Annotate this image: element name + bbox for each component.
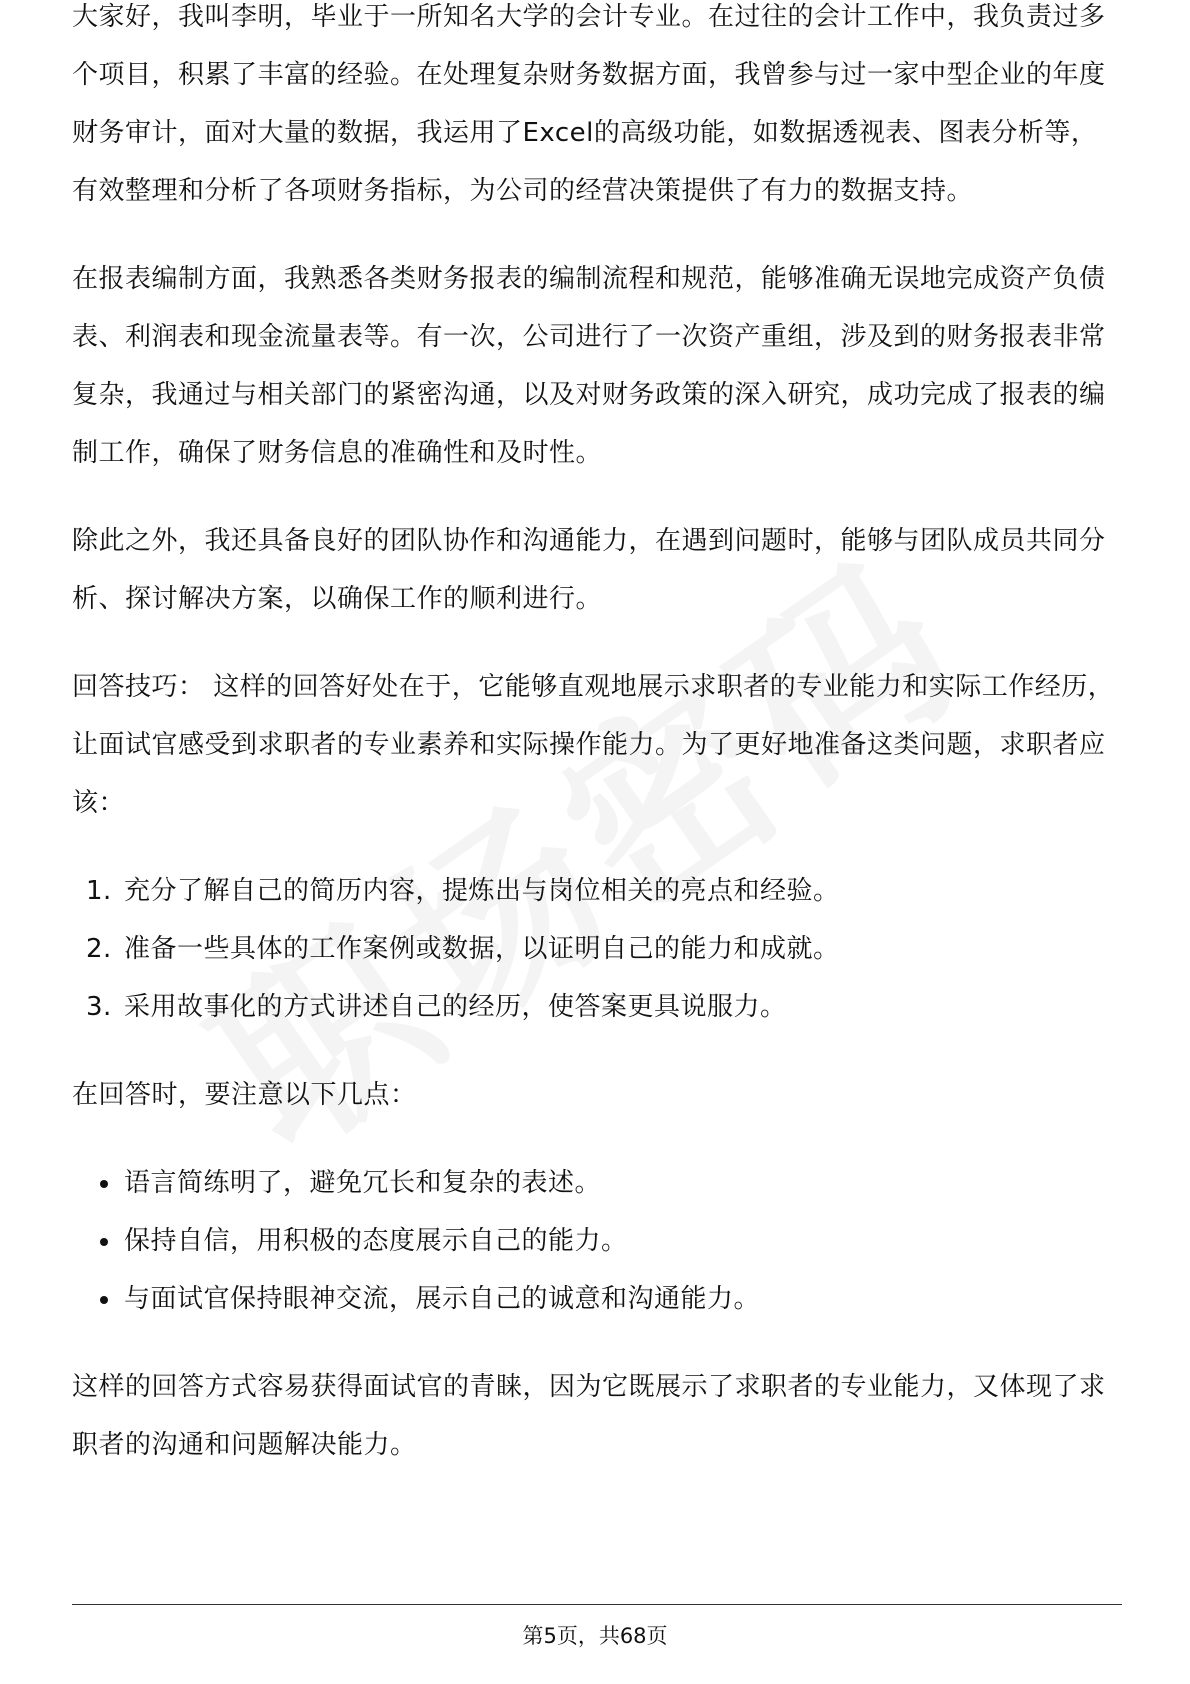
list-item — [72, 862, 1122, 920]
paragraph-teamwork: 除此之外，我还具备良好的团队协作和沟通能力，在遇到问题时，能够与团队成员共同分析、探讨解决方案，以确保工作的顺利进行。 — [72, 526, 1106, 614]
bullet-list — [72, 1154, 1122, 1328]
list-item — [72, 1270, 1122, 1328]
list-number: 1. — [86, 876, 112, 906]
list-number: 3. — [86, 992, 112, 1022]
list-item-text: 准备一些具体的工作案例或数据，以证明自己的能力和成就。 — [124, 934, 840, 964]
document-body — [72, 2, 1122, 1504]
list-item — [72, 978, 1122, 1036]
footer-divider — [72, 1604, 1122, 1605]
list-item — [72, 1212, 1122, 1270]
list-item — [72, 1154, 1122, 1212]
bullet-icon — [100, 1238, 108, 1246]
bullet-icon — [100, 1296, 108, 1304]
list-item — [72, 920, 1122, 978]
list-item-text: 采用故事化的方式讲述自己的经历，使答案更具说服力。 — [124, 992, 787, 1022]
list-item-text: 语言简练明了，避免冗长和复杂的表述。 — [124, 1168, 602, 1198]
list-item-text: 充分了解自己的简历内容，提炼出与岗位相关的亮点和经验。 — [124, 876, 840, 906]
paragraph-report-compilation: 在报表编制方面，我熟悉各类财务报表的编制流程和规范，能够准确无误地完成资产负债表、利润表和现金流量表等。有一次，公司进行了一次资产重组，涉及到的财务报表非常复杂，我通过与相关部门的紧密沟通，以及对财务政策的深入研究，成功完成了报表的编制工作，确保了财务信息的准确性和及时性。 — [72, 264, 1106, 468]
list-item-text: 与面试官保持眼神交流，展示自己的诚意和沟通能力。 — [124, 1284, 761, 1314]
paragraph-answer-tips: 回答技巧： 这样的回答好处在于，它能够直观地展示求职者的专业能力和实际工作经历，让面试官感受到求职者的专业素养和实际操作能力。为了更好地准备这类问题，求职者应该： — [72, 672, 1115, 818]
list-number: 2. — [86, 934, 112, 964]
paragraph-intro: 大家好，我叫李明，毕业于一所知名大学的会计专业。在过往的会计工作中，我负责过多个项目，积累了丰富的经验。在处理复杂财务数据方面，我曾参与过一家中型企业的年度财务审计，面对大量的数据，我运用了Excel的高级功能，如数据透视表、图表分析等，有效整理和分析了各项财务指标，为公司的经营决策提供了有力的数据支持。 — [72, 2, 1106, 206]
ordered-list — [72, 862, 1122, 1036]
paragraph-notes-intro: 在回答时，要注意以下几点： — [72, 1080, 417, 1110]
bullet-icon — [100, 1180, 108, 1188]
paragraph-closing: 这样的回答方式容易获得面试官的青睐，因为它既展示了求职者的专业能力，又体现了求职者的沟通和问题解决能力。 — [72, 1372, 1106, 1460]
list-item-text: 保持自信，用积极的态度展示自己的能力。 — [124, 1226, 628, 1256]
page-number: 第5页，共68页 — [522, 1624, 668, 1648]
